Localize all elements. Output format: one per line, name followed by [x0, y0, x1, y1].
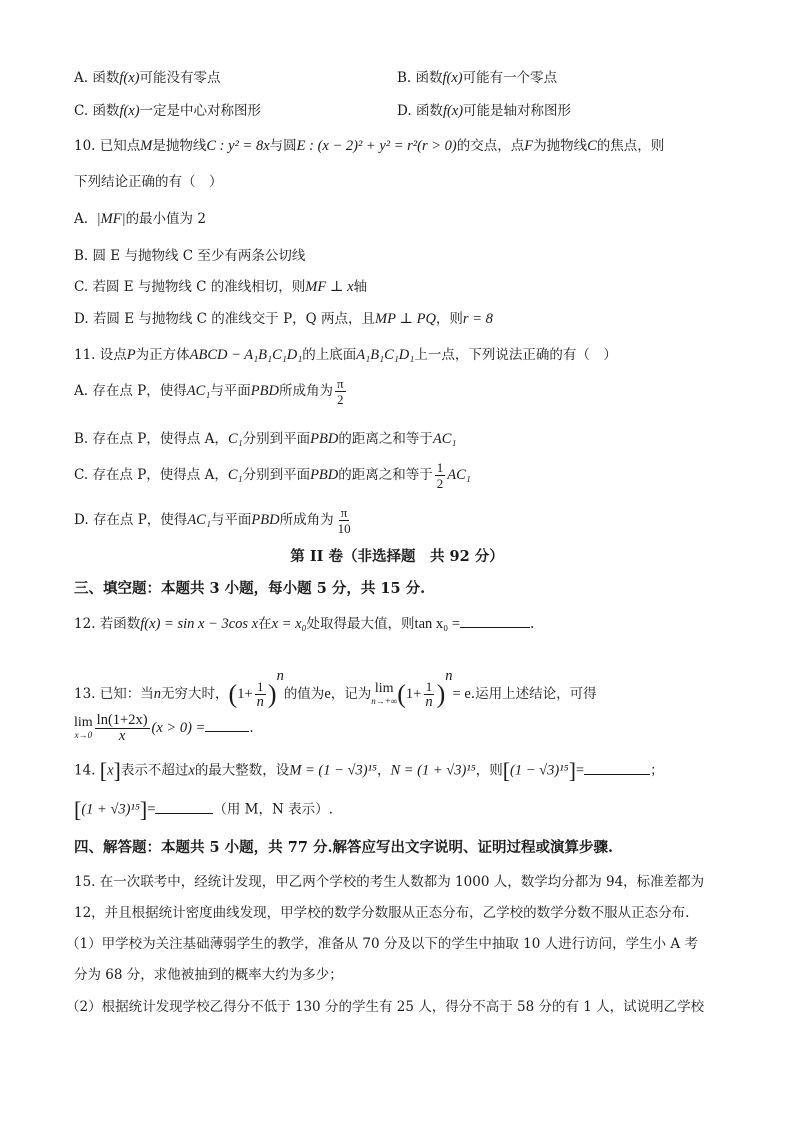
q11-option-a: A. 存在点 P，使得AC₁与平面PBD所成角为 $\frac{\pi}{2}$: [74, 376, 344, 407]
q15-line1: 15. 在一次联考中，经统计发现，甲乙两个学校的考生人数都为 1000 人，数学均分都为 94，标准差都为: [74, 874, 705, 890]
fraction-one-half: $\frac{1}{2}$: [436, 460, 444, 491]
q14-line2: [(1 + √3)¹⁵]= （用 M，N 表示）.: [74, 797, 333, 822]
q10-option-d: D. 若圆 E 与抛物线 C 的准线交于 P，Q 两点，且MP ⊥ PQ，则r = 8: [74, 311, 493, 327]
q13-line1: 13. 已知：当n无穷大时，(1+ $\frac{1}{n}$ )$^n$的值为e，记为 lim n→+∞ (1+ $\frac{1}{n}$ )$^n$= e.运用上述结论，可得: [74, 668, 597, 710]
q10-option-b: B. 圆 E 与抛物线 C 至少有两条公切线: [74, 248, 306, 264]
q14-line1: 14. [x]表示不超过x的最大整数，设M = (1 − √3)¹⁵，N = (1 + √3)¹⁵，则[(1 − √3)¹⁵]= ；: [74, 758, 664, 783]
limit-x-0: lim x→0: [74, 714, 93, 740]
limit-n-infinity: lim n→+∞: [371, 680, 398, 706]
q10-option-c: C. 若圆 E 与抛物线 C 的准线相切，则MF ⊥ x轴: [74, 279, 368, 295]
q14-answer-blank-2[interactable]: [155, 801, 213, 814]
q15-line5: （2）根据统计发现学校乙得分不低于 130 分的学生有 25 人，得分不高于 58 分的有 1 人，试说明乙学校: [66, 999, 705, 1015]
q10-stem: 10. 已知点M是抛物线C : y² = 8x与圆E : (x − 2)² + y² = r²(r > 0)的交点，点F为抛物线C的焦点，则: [74, 138, 665, 154]
q13-answer-blank[interactable]: [205, 719, 249, 732]
section4-title: 四、解答题：本题共 5 小题，共 77 分.解答应写出文字说明、证明过程或演算步骤.: [74, 839, 614, 856]
q9-option-d: D. 函数f(x)可能是轴对称图形: [397, 103, 572, 119]
fraction-1-over-n: $\frac{1}{n}$: [256, 679, 264, 710]
q13-line2: lim x→0 $\frac{\ln(1+2x)}{x}$ (x > 0) = .: [74, 712, 254, 744]
q10-option-a: A. |MF|的最小值为 2: [74, 211, 206, 227]
q11-option-c: C. 存在点 P，使得点 A，C₁分别到平面PBD的距离之和等于 $\frac{1}{2}$ AC₁: [74, 460, 471, 491]
q9-option-a: A. 函数f(x)可能没有零点: [74, 70, 221, 86]
fraction-ln: $\frac{\ln(1+2x)}{x}$: [96, 712, 148, 744]
fraction-pi-over-2: $\frac{\pi}{2}$: [336, 376, 344, 407]
q11-option-b: B. 存在点 P，使得点 A，C₁分别到平面PBD的距离之和等于AC₁: [74, 431, 457, 447]
fraction-pi-over-10: $\frac{\pi}{10}$: [337, 505, 351, 536]
q12: 12. 若函数f(x) = sin x − 3cos x在x = x₀处取得最大值，则tan x₀ = .: [74, 616, 535, 632]
q10-stem-line2: 下列结论正确的有（ ）: [74, 174, 223, 190]
q9-option-b: B. 函数f(x)可能有一个零点: [397, 70, 558, 86]
part2-title: 第 II 卷（非选择题 共 92 分）: [290, 548, 504, 565]
q12-answer-blank[interactable]: [460, 615, 530, 628]
q11-option-d: D. 存在点 P，使得AC₁与平面PBD所成角为 $\frac{\pi}{10}$: [74, 505, 351, 536]
q15-line2: 12，并且根据统计密度曲线发现，甲学校的数学分数服从正态分布，乙学校的数学分数不服从正态分布.: [74, 905, 690, 921]
section3-title: 三、填空题：本题共 3 小题，每小题 5 分，共 15 分.: [74, 580, 426, 597]
q9-option-c: C. 函数f(x)一定是中心对称图形: [74, 103, 262, 119]
q14-answer-blank-1[interactable]: [584, 762, 650, 775]
q15-line4: 分为 68 分，求他被抽到的概率大约为多少；: [74, 967, 343, 983]
q11-stem: 11. 设点P为正方体ABCD − A₁B₁C₁D₁的上底面A₁B₁C₁D₁上一点，下列说法正确的有（ ）: [74, 347, 617, 363]
fraction-1-over-n-2: $\frac{1}{n}$: [425, 679, 433, 710]
q15-line3: （1）甲学校为关注基础薄弱学生的教学，准备从 70 分及以下的学生中抽取 10 人进行访问，学生小 A 考: [66, 936, 698, 952]
